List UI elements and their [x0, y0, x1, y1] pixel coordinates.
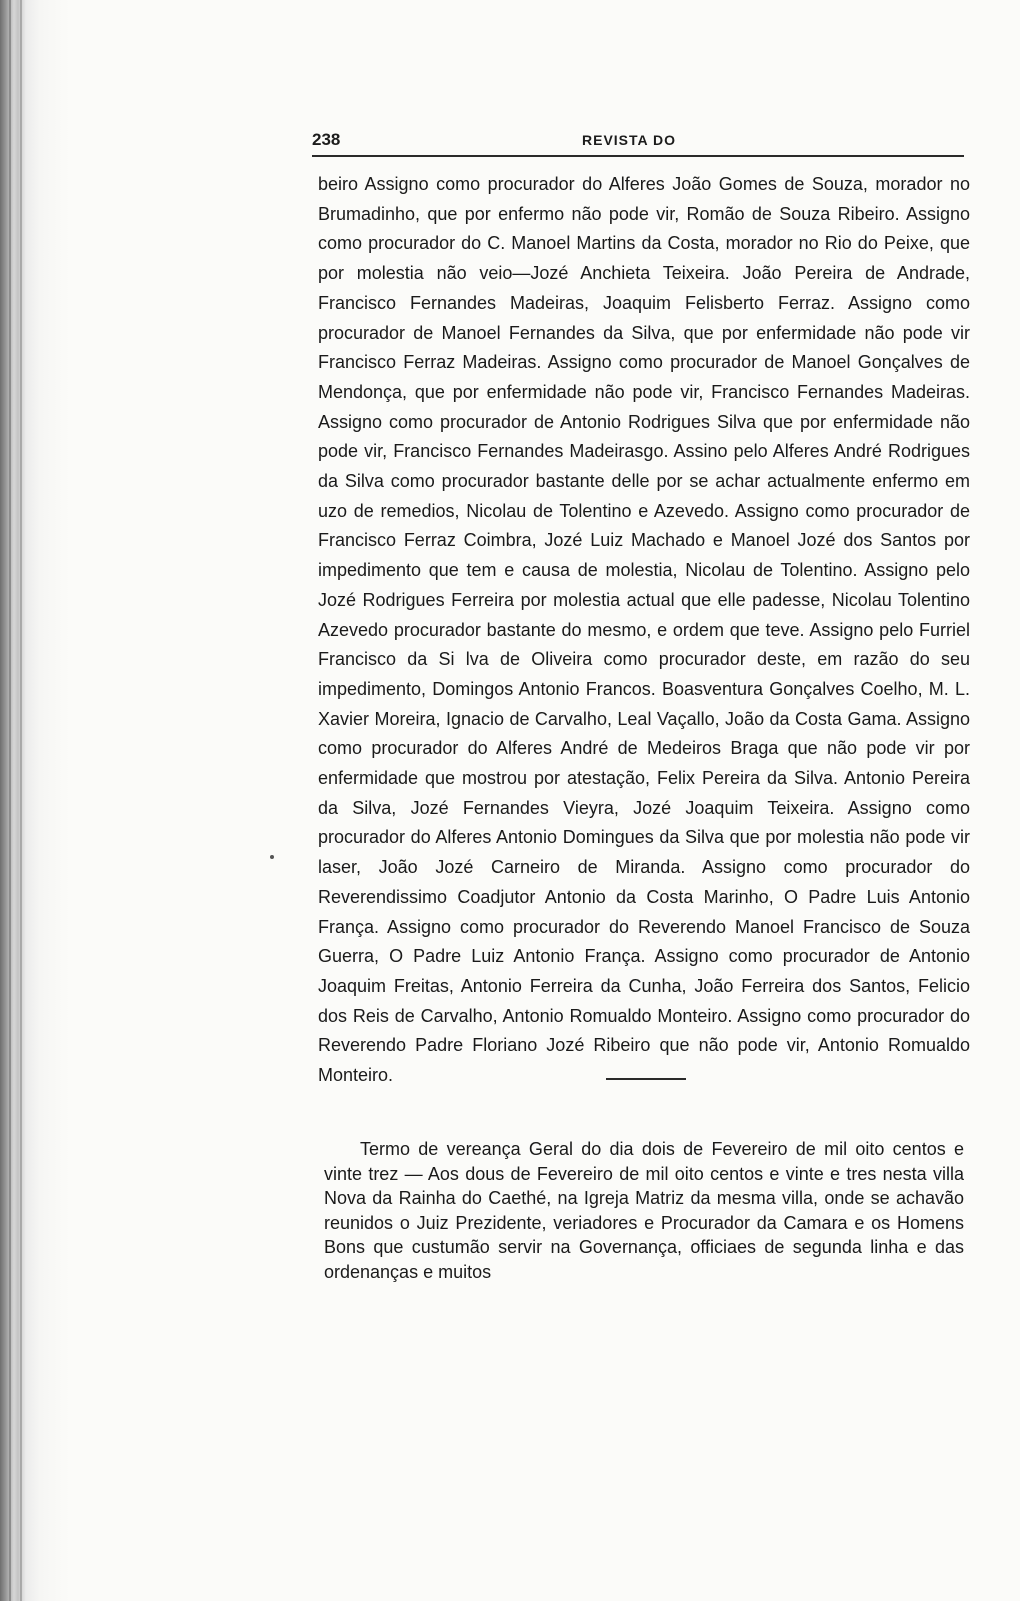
binding-line [9, 0, 11, 1601]
page-number: 238 [312, 130, 341, 149]
stray-mark [270, 855, 274, 859]
body-paragraph: beiro Assigno como procurador do Alferes João Gomes de Souza, morador no Brumadinho, que por enfermo não pode vir, Romão de Souza Ribeiro. Assigno como procurador do C. Manoel Martins da Costa, morador no Rio do Peixe, que por molestia não veio—Jozé Anchieta Teixeira. João Pereira de Andrade, Francisco Fernandes Madeiras, Joaquim Felisberto Ferraz. Assigno como procurador de Manoel Fernandes da Silva, que por enfermidade não pode vir Francisco Ferraz Madeiras. Assigno como procurador de Manoel Gonçalves de Mendonça, que por enfermidade não pode vir, Francisco Fernandes Madeiras. Assigno como procurador de Antonio Rodrigues Silva que por enfermidade não pode vir, Francisco Fernandes Madeirasgo. Assino pelo Alferes André Rodrigues da Silva como procurador bastante delle por se achar actualmente enfermo em uzo de remedios, Nicolau de Tolentino e Azevedo. Assigno como procurador de Francisco Ferraz Coimbra, Jozé Luiz Machado e Manoel Jozé dos Santos por impedimento que tem e causa de molestia, Nicolau de Tolentino. Assigno pelo Jozé Rodrigues Ferreira por molestia actual que elle padesse, Nicolau Tolentino Azevedo procurador bastante do mesmo, e ordem que teve. Assigno pelo Furriel Francisco da Si lva de Oliveira como procurador deste, em razão do seu impedimento, Domingos Antonio Francos. Boasventura Gonçalves Coelho, M. L. Xavier Moreira, Ignacio de Carvalho, Leal Vaçallo, João da Costa Gama. Assigno como procurador do Alferes André de Medeiros Braga que não pode vir por enfermidade que mostrou por atestação, Felix Pereira da Silva. Antonio Pereira da Silva, Jozé Fernandes Vieyra, Jozé Joaquim Teixeira. Assigno como procurador do Alferes Antonio Domingues da Silva que por molestia não pode vir laser, João Jozé Carneiro de Miranda. Assigno como procurador do Reverendissimo Coadjutor Antonio da Costa Marinho, O Padre Luis Antonio França. Assigno como procurador do Reverendo Manoel Francisco de Souza Guerra, O Padre Luiz Antonio França. Assigno como procurador de Antonio Joaquim Freitas, Antonio Ferreira da Cunha, João Ferreira dos Santos, Felicio dos Reis de Carvalho, Antonio Romualdo Monteiro. Assigno como procurador do Reverendo Padre Floriano Jozé Ribeiro que não pode vir, Antonio Romualdo Monteiro. [318, 174, 970, 1086]
running-head: REVISTA DO [582, 132, 677, 148]
header-rule [312, 155, 964, 157]
section-paragraph: Termo de vereança Geral do dia dois de Fevereiro de mil oito centos e vinte trez — Aos dous de Fevereiro de mil oito centos e vinte e tres nesta villa Nova da Rainha do Caethé, na Igreja Matriz da mesma villa, onde se achavão reunidos o Juiz Prezidente, veriadores e Procurador da Camara e os Homens Bons que custumão servir na Governança, officiaes de segunda linha e das ordenanças e muitos [324, 1139, 964, 1282]
section-separator [606, 1078, 686, 1080]
page-header [312, 130, 982, 154]
binding-line [20, 0, 22, 1601]
